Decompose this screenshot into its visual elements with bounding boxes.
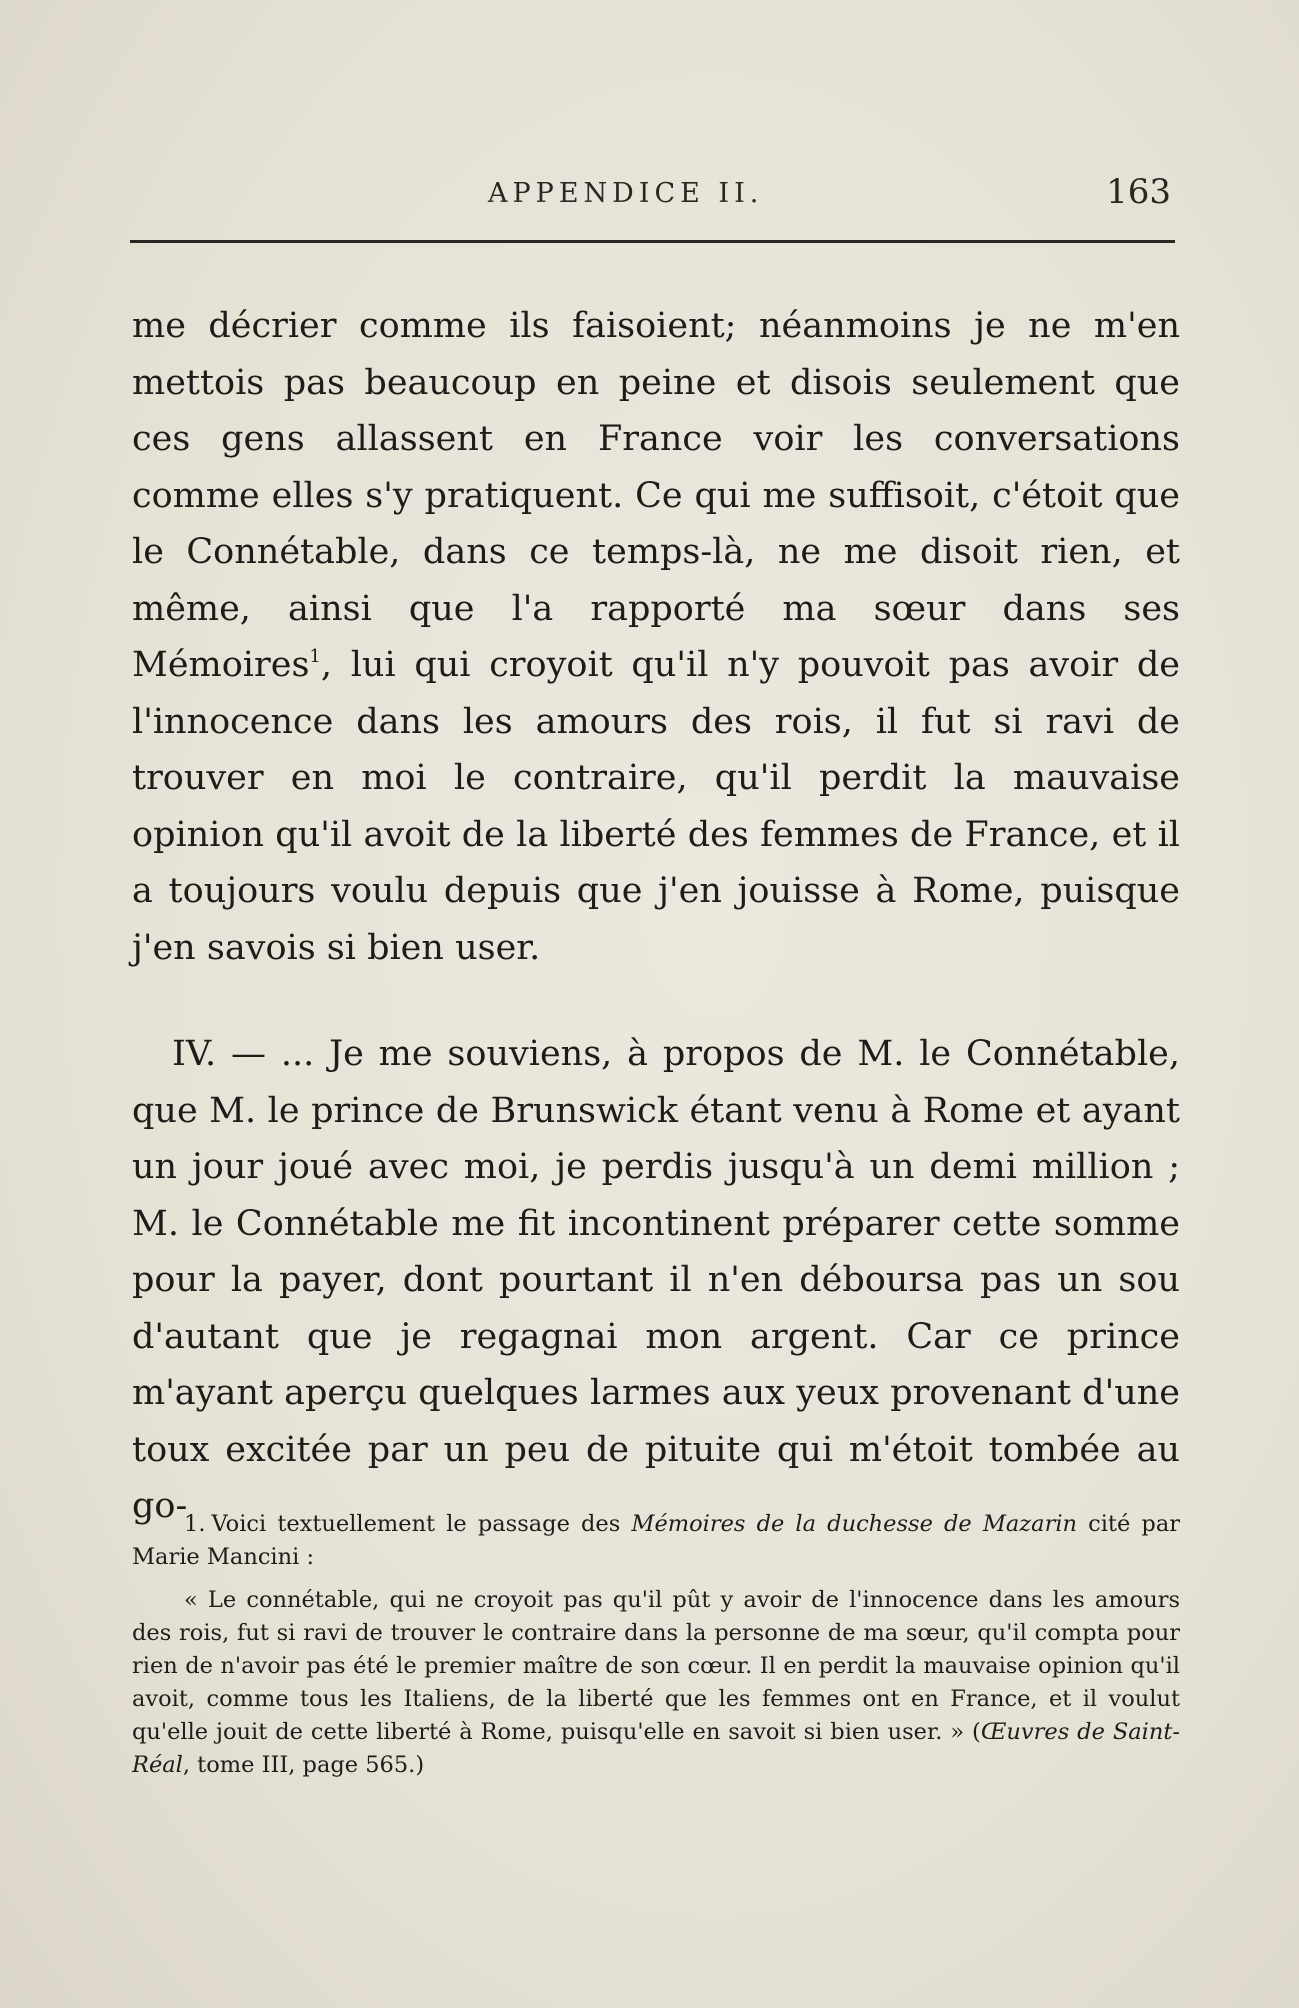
running-title: APPENDICE II. [488, 178, 764, 209]
page-number: 163 [1106, 172, 1171, 212]
main-text [132, 298, 1180, 1570]
footnote-quote-text: « Le connétable, qui ne croyoit pas qu'il pût y avoir de l'innocence dans les amours des rois, fut si ravi de trouver le contraire dans la personne de ma sœur, qu'il compta pour rien de n'avoir pas été le premier maître de son cœur. Il en perdit la mauvaise opinion qu'il avoit, comme tous les Italiens, de la liberté que les femmes ont en France, et il voulut qu'elle jouit de cette liberté à Rome, puisqu'elle en savoit si bien user. » ( [132, 1587, 1180, 1745]
paragraph-1-tail: , lui qui croyoit qu'il n'y pouvoit pas avoir de l'innocence dans les amours des rois, il fut si ravi de trouver en moi le contraire, qu'il perdit la mauvaise opinion qu'il avoit de la liberté des femmes de France, et il a toujours voulu depuis que j'en jouisse à Rome, puisque j'en savois si bien user. [132, 645, 1180, 968]
footnote-number: 1. [184, 1511, 206, 1537]
footnote-1-intro [132, 1508, 1180, 1574]
footnote-source-title: Œuvres de Saint-Réal [132, 1719, 1180, 1778]
header-rule [130, 240, 1175, 243]
footnotes [132, 1508, 1180, 1805]
paragraph-continued [132, 298, 1180, 976]
footnote-source-end: , tome III, page 565.) [182, 1752, 425, 1778]
paragraph-iv: IV. — ... Je me souviens, à propos de M. le Connétable, que M. le prince de Brunswick étant venu à Rome et ayant un jour joué avec moi, je perdis jusqu'à un demi million ; M. le Connétable me fit incontinent préparer cette somme pour la payer, dont pourtant il n'en déboursa pas un sou d'autant que je regagnai mon argent. Car ce prince m'ayant aperçu quelques larmes aux yeux provenant d'une toux excitée par un peu de pituite qui m'étoit tombée au go- [132, 1034, 1180, 1526]
footnote-intro-start: Voici textuellement le passage des [211, 1511, 632, 1537]
footnote-1-quote [132, 1584, 1180, 1782]
page-header [130, 172, 1175, 222]
paragraph-1-text: me décrier comme ils faisoient; néanmoins je ne m'en mettois pas beaucoup en peine et disois seulement que ces gens allassent en France voir les conversations comme elles s'y pratiquent. Ce qui me suffisoit, c'étoit que le Connétable, dans ce temps-là, ne me disoit rien, et même, ainsi que l'a rapporté ma sœur dans ses Mémoires [132, 306, 1180, 685]
footnote-intro-end: cité par Marie Mancini : [132, 1511, 1180, 1570]
footnote-intro-title: Mémoires de la duchesse de Mazarin [631, 1511, 1078, 1537]
footnote-reference: 1 [309, 646, 321, 667]
